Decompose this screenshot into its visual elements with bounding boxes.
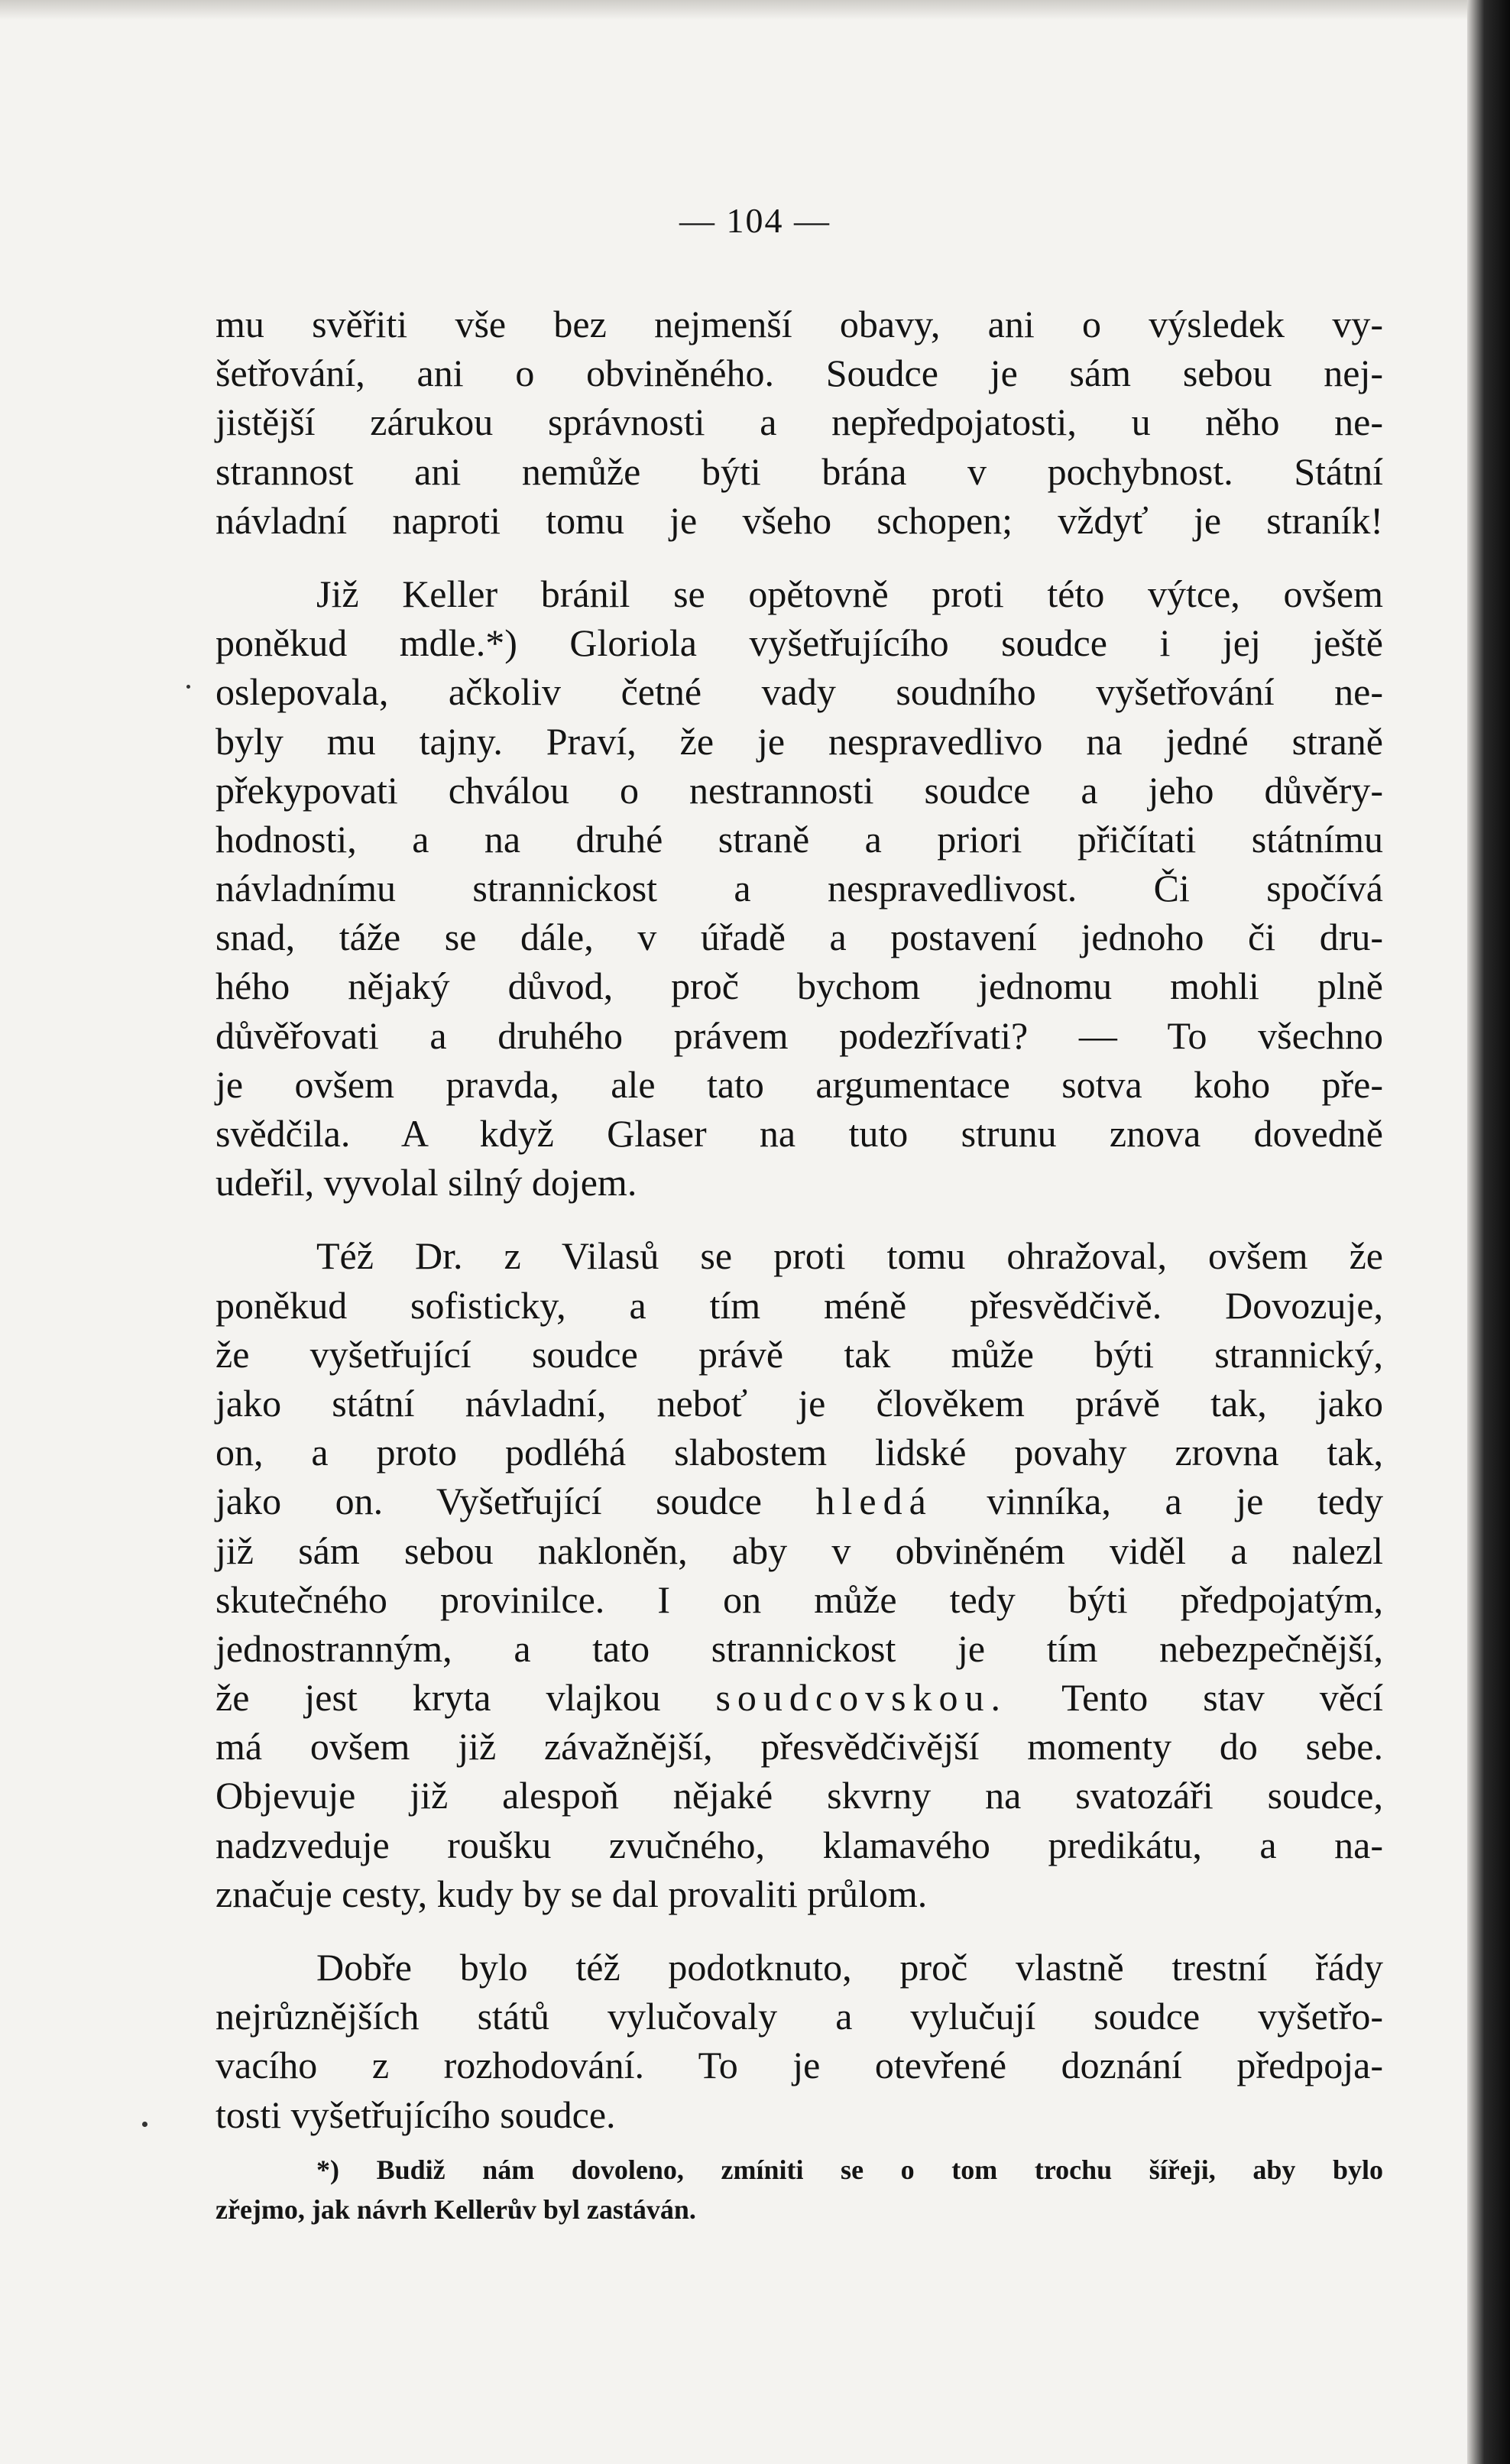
text-line: nejrůznějších států vylučovaly a vylučují soudce vyšetřo- — [215, 1995, 1383, 2038]
text-segment: že jest kryta vlajkou — [215, 1676, 661, 1720]
text-line: snad, táže se dále, v úřadě a postavení jednoho či dru- — [215, 916, 1383, 959]
text-line: jako státní návladní, neboť je člověkem právě tak, jako — [215, 1381, 1383, 1425]
text-line: hodnosti, a na druhé straně a priori přičítati státnímu — [215, 817, 1383, 861]
text-line: skutečného provinilce. I on může tedy býti předpojatým, — [215, 1577, 1383, 1621]
paragraph — [215, 300, 1383, 545]
text-line — [215, 1477, 1383, 1525]
text-line: má ovšem již závažnější, přesvědčivější momenty do sebe. — [215, 1725, 1383, 1769]
text-line: vacího z rozhodování. To je otevřené doznání předpoja- — [215, 2044, 1383, 2087]
text-line: návladnímu strannickost a nespravedlivost. Či spočívá — [215, 867, 1383, 910]
text-line: jistější zárukou správnosti a nepředpojatosti, u něho ne- — [215, 400, 1383, 444]
paragraph — [215, 569, 1383, 1207]
text-line: svědčila. A když Glaser na tuto strunu znova dovedně — [215, 1112, 1383, 1155]
spaced-emphasis: soudcovskou. — [715, 1676, 1008, 1720]
text-line: již sám sebou nakloněn, aby v obviněném viděl a nalezl — [215, 1529, 1383, 1572]
text-line: překypovati chválou o nestrannosti soudce a jeho důvěry- — [215, 768, 1383, 812]
scan-right-edge — [1467, 0, 1510, 2464]
text-line: důvěřovati a druhého právem podezřívati? — To všechno — [215, 1013, 1383, 1057]
text-line: nadzveduje roušku zvučného, klamavého predikátu, a na- — [215, 1823, 1383, 1866]
text-line: byly mu tajny. Praví, že je nespravedlivo na jedné straně — [215, 719, 1383, 763]
text-line: strannost ani nemůže býti brána v pochybnost. Státní — [215, 449, 1383, 493]
text-segment: Tento stav věcí — [1061, 1676, 1384, 1720]
text-line: tosti vyšetřujícího soudce. — [215, 2093, 616, 2136]
text-line: mu svěřiti vše bez nejmenší obavy, ani o výsledek vy- — [215, 303, 1383, 345]
text-segment: vinníka, a je tedy — [987, 1480, 1383, 1523]
scan-speck — [142, 2122, 147, 2127]
text-line: oslepovala, ačkoliv četné vady soudního vyšetřování ne- — [215, 670, 1383, 714]
text-segment: jako on. Vyšetřující soudce — [215, 1480, 762, 1523]
paragraph — [215, 1231, 1383, 1918]
scan-speck — [186, 685, 190, 689]
footnote — [215, 2150, 1383, 2229]
body-text — [215, 300, 1383, 2229]
text-line: hého nějaký důvod, proč bychom jednomu mohli plně — [215, 965, 1383, 1008]
text-line: šetřování, ani o obviněného. Soudce je sám sebou nej- — [215, 352, 1383, 395]
text-line: Též Dr. z Vilasů se proti tomu ohražoval, ovšem že — [316, 1234, 1383, 1278]
text-line: on, a proto podléhá slabostem lidské povahy zrovna tak, — [215, 1431, 1383, 1474]
text-line: Již Keller bránil se opětovně proti této výtce, ovšem — [316, 572, 1383, 615]
text-line: je ovšem pravda, ale tato argumentace sotva koho pře- — [215, 1062, 1383, 1106]
text-line: jednostranným, a tato strannickost je tím nebezpečnější, — [215, 1626, 1383, 1670]
paragraph — [215, 1943, 1383, 2139]
footnote-line: zřejmo, jak návrh Kellerův byl zastáván. — [215, 2193, 696, 2225]
text-line: Dobře bylo též podotknuto, proč vlastně trestní řády — [316, 1946, 1383, 1989]
text-line: poněkud sofisticky, a tím méně přesvědčivě. Dovozuje, — [215, 1283, 1383, 1327]
footnote-line: *) Budiž nám dovoleno, zmíniti se o tom trochu šířeji, aby bylo — [316, 2154, 1383, 2185]
text-line: značuje cesty, kudy by se dal provaliti průlom. — [215, 1872, 928, 1915]
page-number: — 104 — — [679, 201, 831, 240]
text-line: poněkud mdle.*) Gloriola vyšetřujícího soudce i jej ještě — [215, 621, 1383, 665]
spaced-emphasis: hledá — [815, 1480, 933, 1523]
scan-top-shadow — [0, 0, 1510, 20]
text-line: že vyšetřující soudce právě tak může býti strannický, — [215, 1332, 1383, 1376]
text-line: návladní naproti tomu je všeho schopen; vždyť je straník! — [215, 498, 1383, 542]
text-line: Objevuje již alespoň nějaké skvrny na svatozáři soudce, — [215, 1774, 1383, 1817]
text-line: udeřil, vyvolal silný dojem. — [215, 1161, 637, 1204]
text-line — [215, 1673, 1383, 1722]
